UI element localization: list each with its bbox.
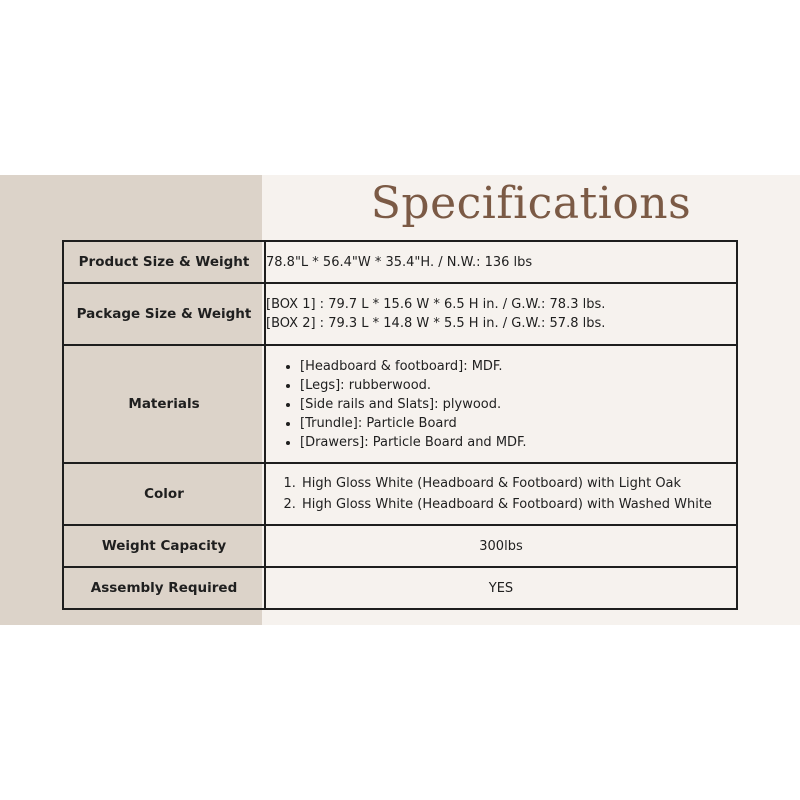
row-value-assembly: YES (265, 567, 737, 609)
package-box-1: [BOX 1] : 79.7 L * 15.6 W * 6.5 H in. / G.W.: 78.3 lbs. (266, 297, 606, 312)
list-item: 2. High Gloss White (Headboard & Footboard) with Washed White (300, 494, 736, 515)
list-item: • [Drawers]: Particle Board and MDF. (300, 433, 736, 452)
package-box-2: [BOX 2] : 79.3 L * 14.8 W * 5.5 H in. / G.W.: 57.8 lbs. (266, 316, 606, 331)
row-label-color: Color (63, 463, 265, 525)
specifications-table (62, 240, 738, 610)
row-label-weight-capacity: Weight Capacity (63, 525, 265, 567)
page-title: Specifications (370, 178, 692, 229)
row-label-materials: Materials (63, 345, 265, 463)
list-item: • [Legs]: rubberwood. (300, 376, 736, 395)
list-item: • [Trundle]: Particle Board (300, 414, 736, 433)
row-value-color (265, 463, 737, 525)
table-row (63, 567, 737, 609)
list-item: • [Side rails and Slats]: plywood. (300, 395, 736, 414)
row-label-package-size: Package Size & Weight (63, 283, 265, 345)
table-row (63, 241, 737, 283)
row-value-materials (265, 345, 737, 463)
table-row (63, 283, 737, 345)
list-item: 1. High Gloss White (Headboard & Footboard) with Light Oak (300, 473, 736, 494)
materials-list (266, 357, 736, 452)
row-label-product-size: Product Size & Weight (63, 241, 265, 283)
table-row (63, 525, 737, 567)
row-label-assembly: Assembly Required (63, 567, 265, 609)
table-row (63, 345, 737, 463)
list-item: • [Headboard & footboard]: MDF. (300, 357, 736, 376)
row-value-package-size (265, 283, 737, 345)
row-value-weight-capacity: 300lbs (265, 525, 737, 567)
color-list (266, 473, 736, 515)
row-value-product-size: 78.8"L * 56.4"W * 35.4"H. / N.W.: 136 lbs (265, 241, 737, 283)
table-row (63, 463, 737, 525)
